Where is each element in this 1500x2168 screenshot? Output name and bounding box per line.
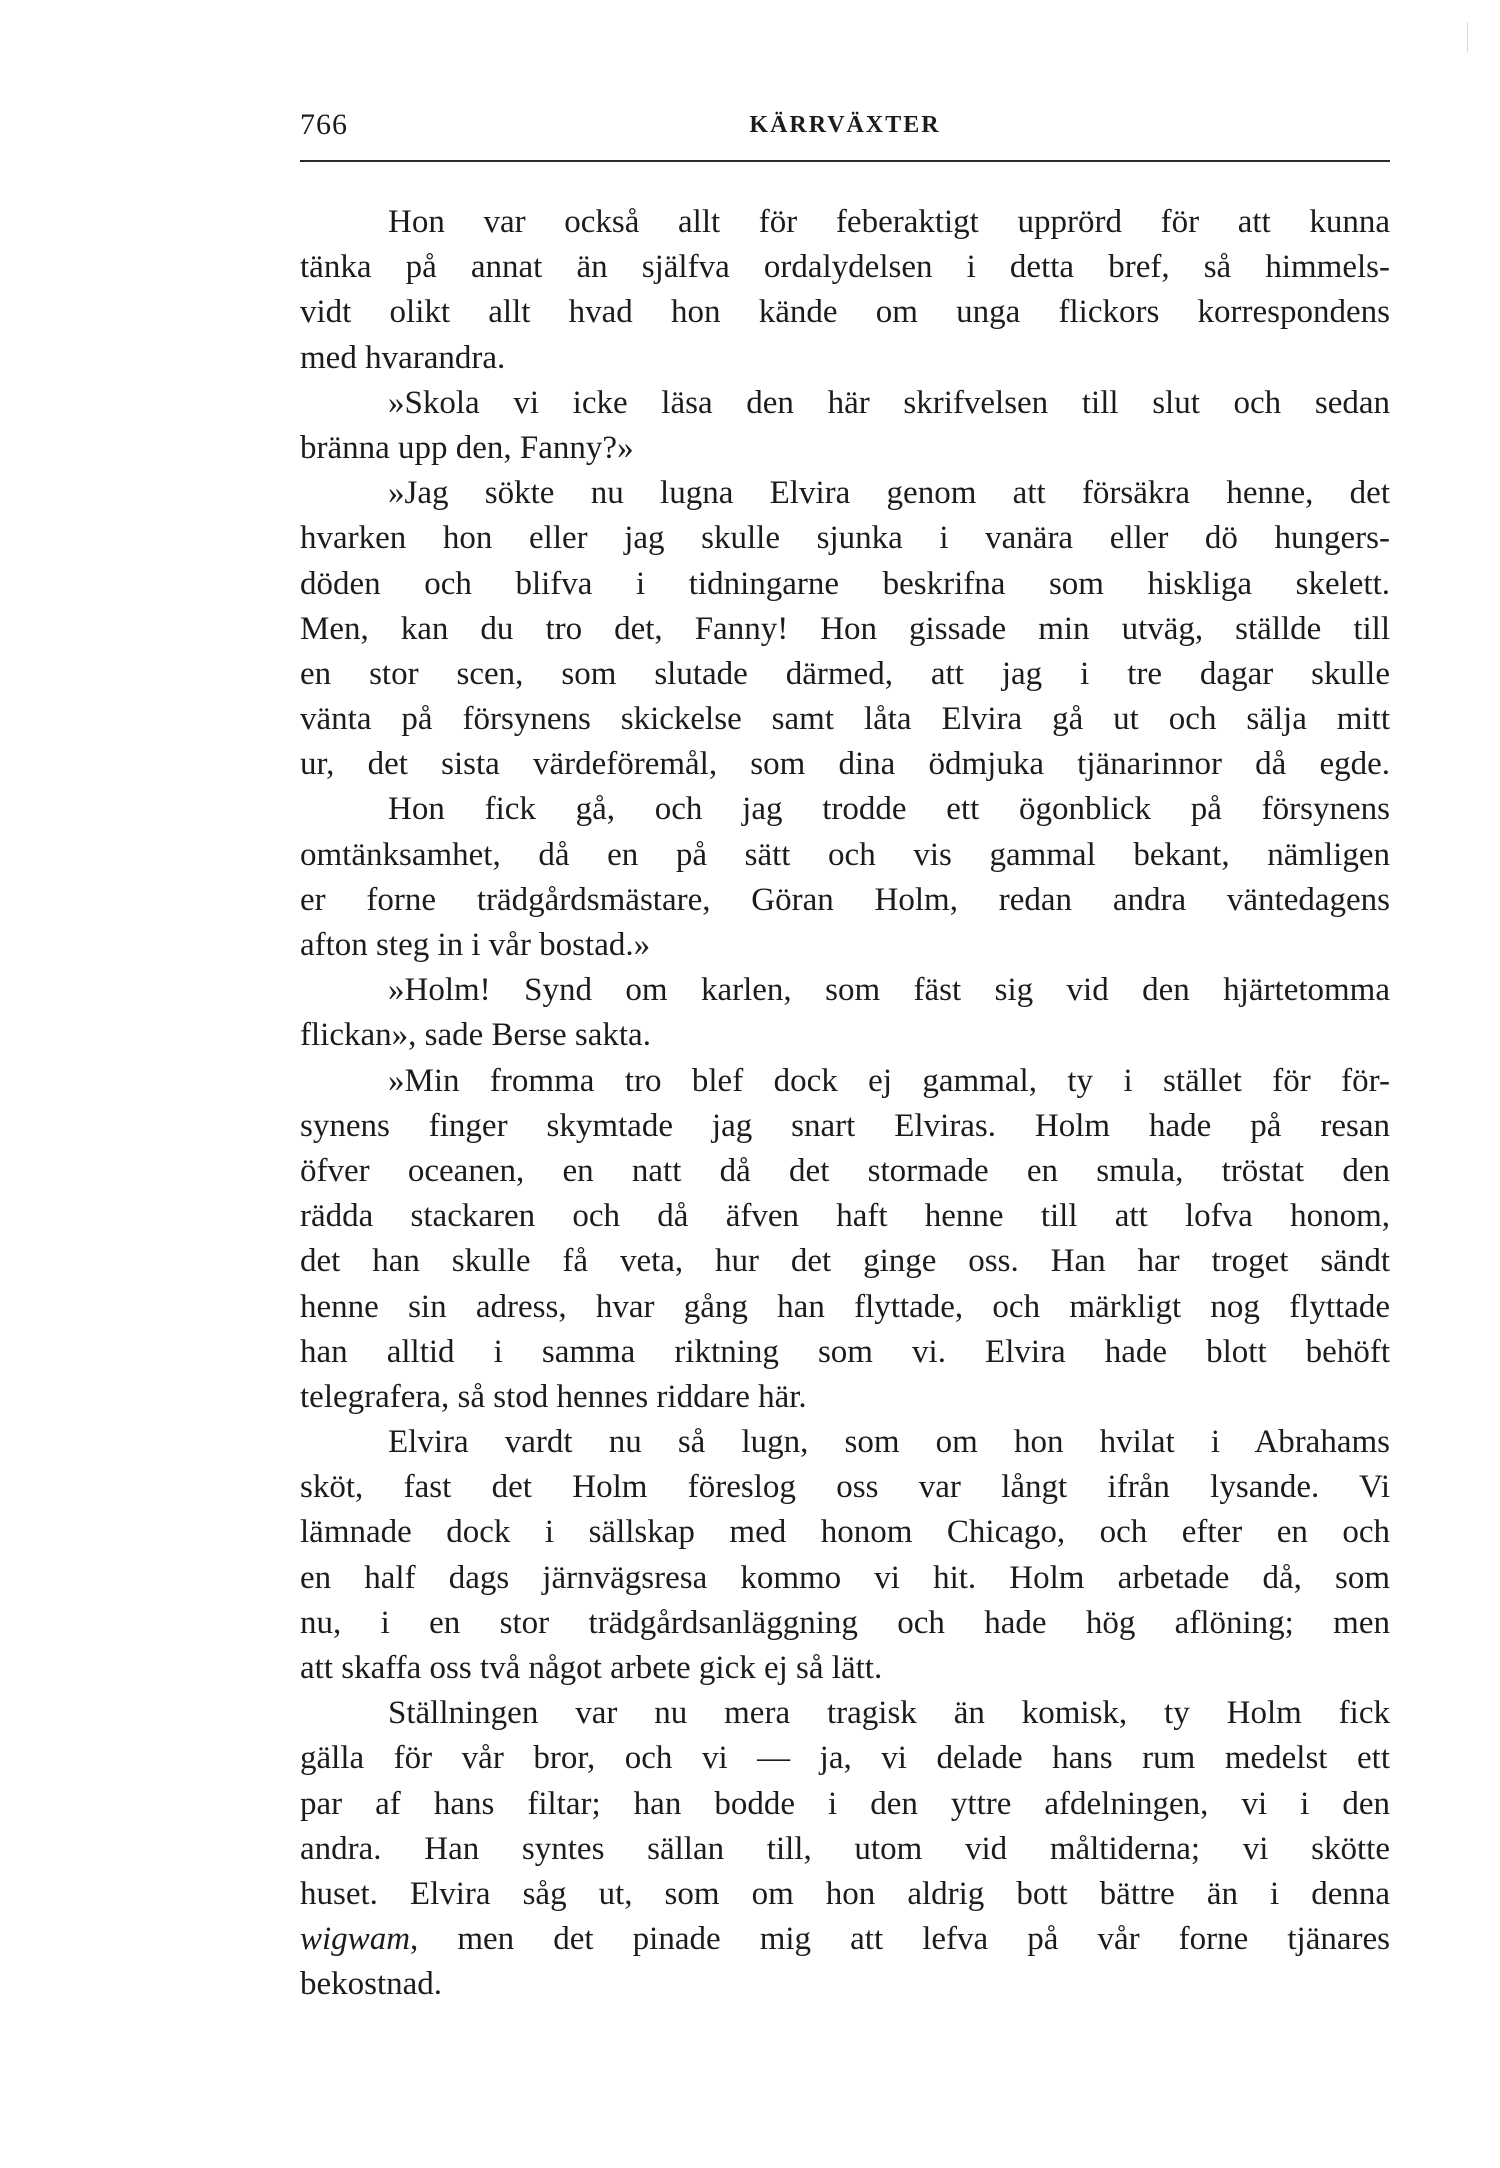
text-line: att skaffa oss två något arbete gick ej så lätt. xyxy=(300,1650,883,1686)
header-rule xyxy=(300,160,1390,162)
text-line: han alltid i samma riktning som vi. Elvira hade blott behöft xyxy=(300,1333,1390,1370)
text-line: huset. Elvira såg ut, som om hon aldrig bott bättre än i denna xyxy=(300,1875,1390,1912)
text-line: »Holm! Synd om karlen, som fäst sig vid den hjärtetomma xyxy=(388,972,1390,1009)
running-head: KÄRRVÄXTER xyxy=(749,112,941,138)
text-line: öfver oceanen, en natt då det stormade en smula, tröstat den xyxy=(300,1152,1390,1189)
scan-edge-mark xyxy=(1467,22,1468,52)
text-line: »Min fromma tro blef dock ej gammal, ty i stället för för- xyxy=(388,1062,1390,1099)
text-line: »Jag sökte nu lugna Elvira genom att försäkra henne, det xyxy=(388,475,1390,512)
text-line: rädda stackaren och då äfven haft henne till att lofva honom, xyxy=(300,1198,1390,1235)
text-line: nu, i en stor trädgårdsanläggning och hade hög aflöning; men xyxy=(300,1604,1390,1641)
text-line: bränna upp den, Fanny?» xyxy=(300,429,634,466)
text-line: Elvira vardt nu så lugn, som om hon hvilat i Abrahams xyxy=(388,1424,1390,1461)
text-line: andra. Han syntes sällan till, utom vid måltiderna; vi skötte xyxy=(300,1830,1390,1867)
text-line: afton steg in i vår bostad.» xyxy=(300,927,651,963)
text-line: Hon var också allt för feberaktigt upprörd för att kunna xyxy=(388,204,1390,240)
text-line: Hon fick gå, och jag trodde ett ögonblick på försynens xyxy=(388,791,1390,828)
text-line: telegrafera, så stod hennes riddare här. xyxy=(300,1378,807,1415)
body-text xyxy=(300,200,1390,2008)
text-line: hvarken hon eller jag skulle sjunka i vanära eller dö hungers- xyxy=(300,520,1390,557)
text-line: det han skulle få veta, hur det ginge oss. Han har troget sändt xyxy=(300,1243,1390,1280)
text-line: par af hans filtar; han bodde i den yttre afdelningen, vi i den xyxy=(300,1785,1390,1822)
text-line: flickan», sade Berse sakta. xyxy=(300,1017,651,1054)
text-line: bekostnad. xyxy=(300,1966,443,2003)
text-line: vänta på försynens skickelse samt låta Elvira gå ut och sälja mitt xyxy=(300,701,1390,738)
text-line: döden och blifva i tidningarne beskrifna som hiskliga skelett. xyxy=(300,565,1390,602)
page-header xyxy=(300,108,1390,152)
text-line-with-italic xyxy=(300,1917,1390,1962)
text-fragment: , men det pinade mig att lefva på vår forne tjänares xyxy=(410,1921,1390,1958)
text-line: tänka på annat än själfva ordalydelsen i detta bref, så himmels- xyxy=(300,249,1390,286)
text-line: lämnade dock i sällskap med honom Chicago, och efter en och xyxy=(300,1514,1390,1551)
text-line: Ställningen var nu mera tragisk än komisk, ty Holm fick xyxy=(388,1695,1390,1732)
text-line: Men, kan du tro det, Fanny! Hon gissade min utväg, ställde till xyxy=(300,610,1390,647)
text-line: synens finger skymtade jag snart Elviras. Holm hade på resan xyxy=(300,1107,1390,1144)
text-line: omtänksamhet, då en på sätt och vis gammal bekant, nämligen xyxy=(300,836,1390,873)
text-line: gälla för vår bror, och vi — ja, vi delade hans rum medelst ett xyxy=(300,1740,1390,1777)
text-line: er forne trädgårdsmästare, Göran Holm, redan andra väntedagens xyxy=(300,881,1390,918)
text-line: med hvarandra. xyxy=(300,339,506,376)
text-line: »Skola vi icke läsa den här skrifvelsen till slut och sedan xyxy=(388,384,1390,421)
text-line: en half dags järnvägsresa kommo vi hit. Holm arbetade då, som xyxy=(300,1559,1390,1596)
text-line: henne sin adress, hvar gång han flyttade, och märkligt nog flyttade xyxy=(300,1288,1390,1325)
text-line: ur, det sista värdeföremål, som dina ödmjuka tjänarinnor då egde. xyxy=(300,746,1390,783)
italic-word: wigwam xyxy=(300,1921,411,1958)
text-line: vidt olikt allt hvad hon kände om unga flickors korrespondens xyxy=(300,294,1390,331)
page-number: 766 xyxy=(300,108,348,141)
text-line: en stor scen, som slutade därmed, att jag i tre dagar skulle xyxy=(300,655,1390,692)
text-line: sköt, fast det Holm föreslog oss var långt ifrån lysande. Vi xyxy=(300,1469,1390,1506)
